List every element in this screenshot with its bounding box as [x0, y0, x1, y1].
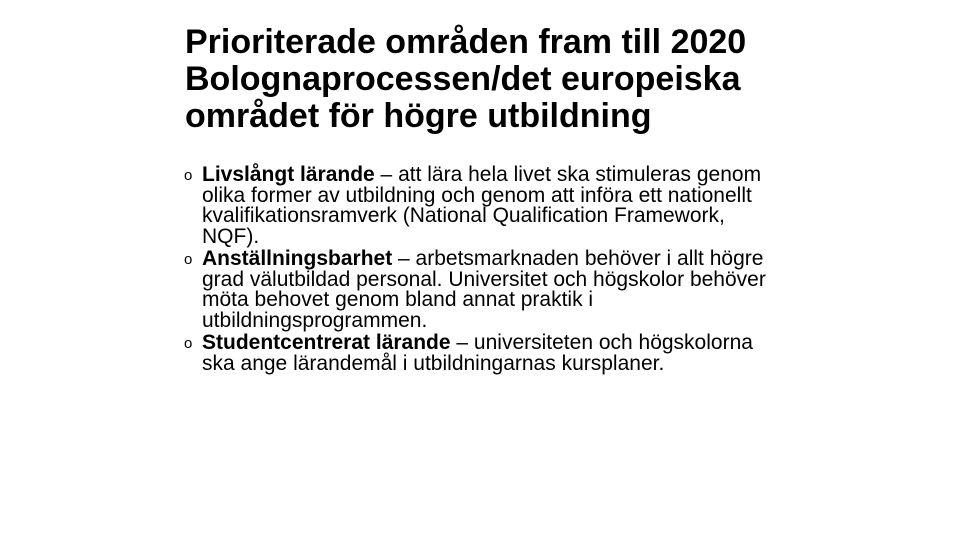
bullet-icon: o: [184, 167, 193, 184]
bullet-icon: o: [184, 251, 193, 268]
item-text: – universiteten och högskolorna ska ange lärandemål i utbildningarnas kursplaner.: [202, 331, 753, 375]
slide-title: Prioriterade områden fram till 2020 Bolognaprocessen/det europeiska området för högre utbildning: [185, 23, 747, 135]
item-term: Studentcentrerat lärande: [202, 331, 451, 354]
bullet-icon: o: [184, 335, 193, 352]
item-text: – arbetsmarknaden behöver i allt högre grad välutbildad personal. Universitet och högskolor behöver möta behovet genom bland annat praktik i utbildningsprogrammen.: [202, 247, 766, 332]
item-text: – att lära hela livet ska stimuleras genom olika former av utbildning och genom att införa ett nationellt kvalifikationsramverk (National Qualification Framework, NQF).: [202, 163, 762, 248]
item-term: Livslångt lärande: [202, 163, 375, 186]
list-item: [184, 333, 784, 374]
item-term: Anställningsbarhet: [202, 247, 393, 270]
list-item: [184, 165, 784, 247]
bullet-list: [184, 165, 784, 376]
list-item: [184, 249, 784, 331]
